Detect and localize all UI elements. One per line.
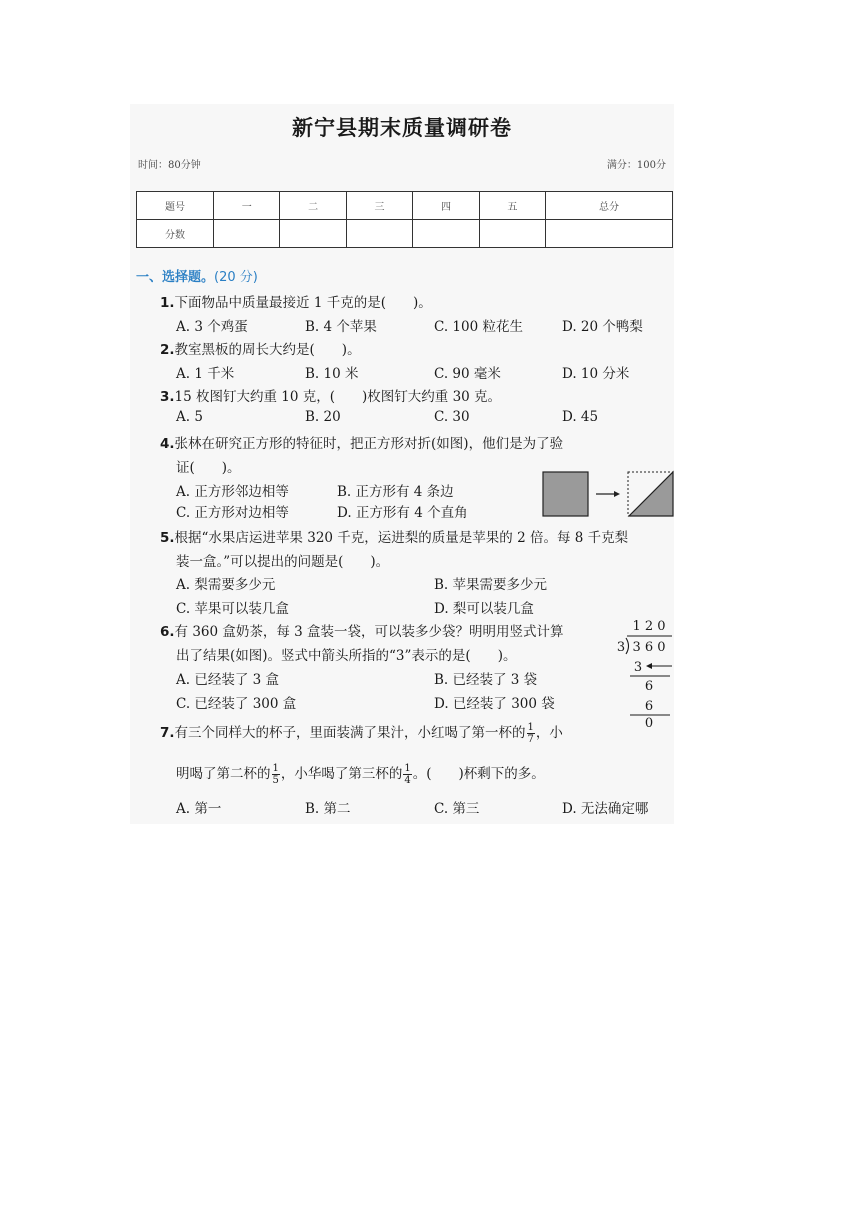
question-6	[160, 620, 564, 640]
option-a[interactable]: A. 5	[176, 409, 203, 425]
question-text-line2: 明喝了第二杯的 $\frac{1}{5}$ ，小华喝了第三杯的 $\frac{1}{4}$ 。( )杯剩下的多。	[176, 763, 545, 786]
question-number: 3.	[160, 389, 175, 405]
question-text: ，小	[535, 725, 563, 741]
score-cell: 四	[413, 192, 479, 220]
score-cell: 三	[346, 192, 412, 220]
option-b[interactable]: B. 4 个苹果	[305, 319, 377, 335]
final-remainder-text: 0	[644, 716, 654, 730]
question-text: 15 枚图钉大约重 10 克，( )枚图钉大约重 30 克。	[174, 389, 502, 405]
score-cell: 题号	[137, 192, 214, 220]
option-d[interactable]: D. 无法确定哪	[562, 801, 649, 817]
score-input-cell[interactable]	[280, 220, 346, 248]
question-text-line2: 装一盒。”可以提出的问题是( )。	[176, 554, 390, 570]
score-cell: 五	[479, 192, 545, 220]
option-d[interactable]: D. 10 分米	[562, 366, 630, 382]
option-d[interactable]: D. 正方形有 4 个直角	[337, 505, 468, 521]
quotient-text: 1 2 0	[632, 619, 666, 634]
option-d[interactable]: D. 45	[562, 409, 599, 425]
section-points: (20 分)	[214, 270, 258, 285]
score-table	[136, 191, 673, 248]
long-division-figure	[612, 614, 674, 730]
step-product2-text: 6	[644, 699, 654, 714]
square-shape	[543, 472, 588, 516]
score-cell: 分数	[137, 220, 214, 248]
option-a[interactable]: A. 3 个鸡蛋	[176, 319, 248, 335]
question-number: 7.	[160, 725, 175, 741]
option-c[interactable]: C. 苹果可以装几盒	[176, 601, 289, 617]
question-3	[160, 385, 501, 405]
score-table-header-row	[137, 192, 673, 220]
question-number: 4.	[160, 436, 175, 452]
question-text: 有 360 盒奶茶，每 3 盒装一袋，可以装多少袋？明明用竖式计算	[174, 624, 564, 640]
exam-title: 新宁县期末质量调研卷	[292, 116, 512, 140]
option-b[interactable]: B. 10 米	[305, 366, 359, 382]
score-cell: 一	[214, 192, 280, 220]
option-b[interactable]: B. 第二	[305, 801, 351, 817]
question-text: 有三个同样大的杯子，里面装满了果汁，小红喝了第一杯的	[174, 725, 526, 741]
square-fold-figure	[540, 469, 676, 519]
option-d[interactable]: D. 已经装了 300 袋	[434, 696, 555, 712]
section-title: 一、选择题。	[136, 270, 215, 285]
option-c[interactable]: C. 已经装了 300 盒	[176, 696, 297, 712]
option-b[interactable]: B. 正方形有 4 条边	[337, 484, 454, 500]
divisor-text: 3	[616, 640, 626, 655]
question-text-line2: 出了结果(如图)。竖式中箭头所指的“3”表示的是( )。	[176, 648, 517, 664]
question-number: 5.	[160, 530, 175, 546]
folded-triangle-shape	[629, 472, 673, 516]
question-text: 教室黑板的周长大约是( )。	[174, 342, 361, 358]
option-b[interactable]: B. 苹果需要多少元	[434, 577, 548, 593]
question-2	[160, 338, 361, 358]
option-c[interactable]: C. 正方形对边相等	[176, 505, 289, 521]
score-input-cell[interactable]	[346, 220, 412, 248]
exam-full-score: 满分：100分	[606, 160, 666, 171]
step-product-text: 3	[633, 660, 643, 675]
option-a[interactable]: A. 正方形邻边相等	[176, 484, 289, 500]
score-input-cell[interactable]	[479, 220, 545, 248]
question-number: 6.	[160, 624, 175, 640]
fraction: $\frac{1}{5}$	[272, 763, 279, 786]
option-c[interactable]: C. 第三	[434, 801, 480, 817]
dividend-text: 3 6 0	[632, 640, 666, 655]
option-a[interactable]: A. 1 千米	[176, 366, 235, 382]
fraction: $\frac{1}{7}$	[527, 722, 534, 745]
arrow-head-icon	[646, 663, 652, 669]
question-5	[160, 526, 628, 546]
question-4	[160, 432, 563, 452]
fraction: $\frac{1}{4}$	[404, 763, 411, 786]
question-7	[160, 721, 563, 745]
option-d[interactable]: D. 20 个鸭梨	[562, 319, 643, 335]
option-d[interactable]: D. 梨可以装几盒	[434, 601, 534, 617]
option-a[interactable]: A. 梨需要多少元	[176, 577, 276, 593]
option-c[interactable]: C. 30	[434, 409, 470, 425]
score-input-cell[interactable]	[214, 220, 280, 248]
score-cell: 二	[280, 192, 346, 220]
question-text: 下面物品中质量最接近 1 千克的是( )。	[174, 295, 432, 311]
question-text-line2: 证( )。	[176, 460, 241, 476]
score-table-score-row	[137, 220, 673, 248]
option-a[interactable]: A. 第一	[176, 801, 222, 817]
option-c[interactable]: C. 100 粒花生	[434, 319, 523, 335]
option-b[interactable]: B. 20	[305, 409, 341, 425]
arrow-head-icon	[614, 491, 620, 497]
option-b[interactable]: B. 已经装了 3 袋	[434, 672, 538, 688]
option-c[interactable]: C. 90 毫米	[434, 366, 501, 382]
score-input-cell[interactable]	[546, 220, 673, 248]
question-number: 2.	[160, 342, 175, 358]
section-heading	[136, 266, 258, 285]
question-1	[160, 291, 432, 311]
division-bracket	[626, 638, 629, 654]
step-remainder-text: 6	[644, 679, 654, 694]
question-text: 张林在研究正方形的特征时，把正方形对折(如图)，他们是为了验	[174, 436, 564, 452]
exam-time: 时间：80分钟	[138, 160, 201, 171]
score-cell: 总分	[546, 192, 673, 220]
option-a[interactable]: A. 已经装了 3 盒	[176, 672, 280, 688]
question-number: 1.	[160, 295, 175, 311]
score-input-cell[interactable]	[413, 220, 479, 248]
question-text: 根据“水果店运进苹果 320 千克，运进梨的质量是苹果的 2 倍。每 8 千克梨	[174, 530, 629, 546]
